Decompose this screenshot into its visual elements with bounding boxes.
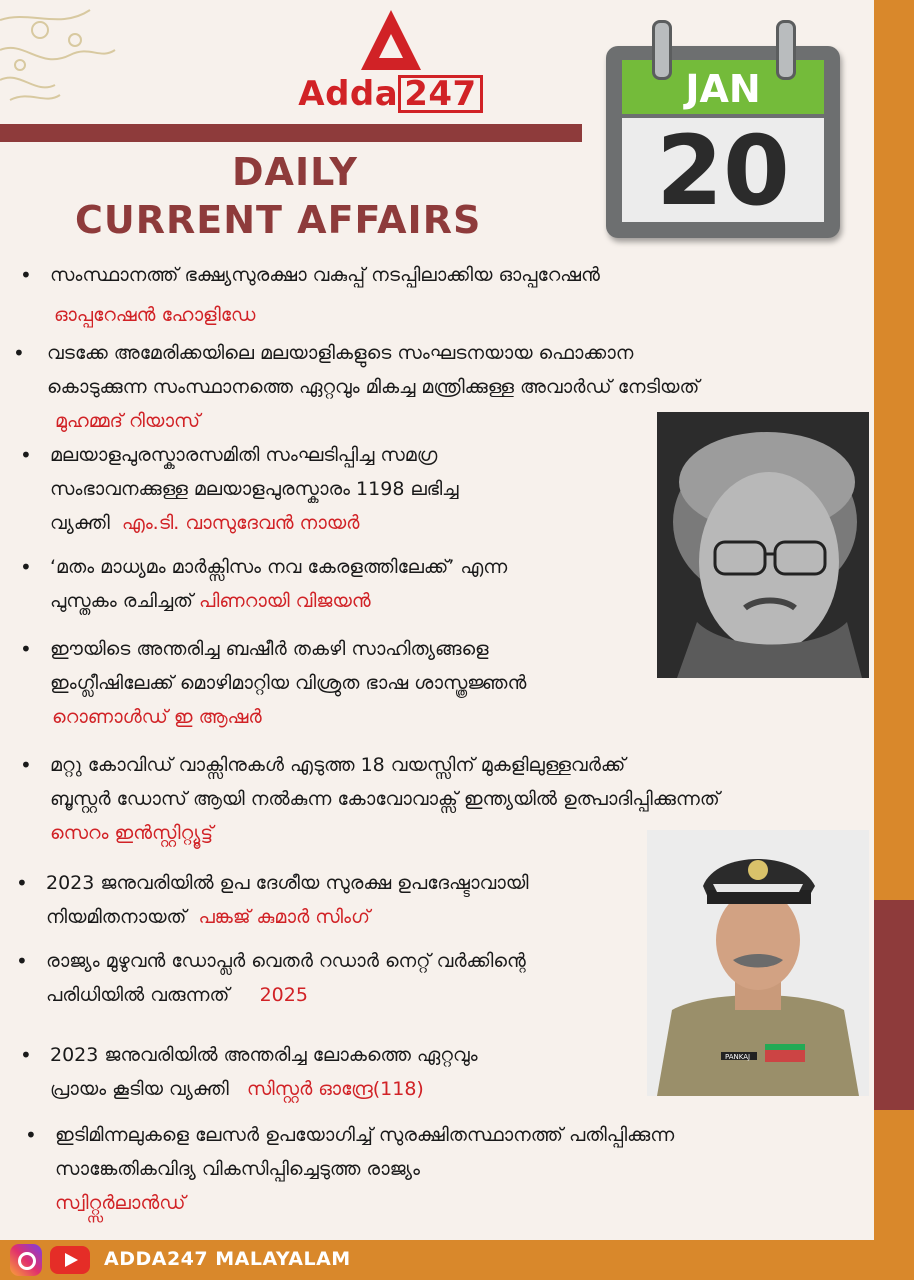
bullet-icon: • <box>20 555 32 579</box>
bullet-icon: • <box>25 1123 37 1147</box>
answer-text: മുഹമ്മദ് റിയാസ് <box>55 410 201 432</box>
question-line <box>50 584 650 618</box>
bullet-icon: • <box>16 949 28 973</box>
footer-channel-name: ADDA247 MALAYALAM <box>104 1248 351 1270</box>
officer-name-badge: PANKAJ <box>725 1053 751 1061</box>
answer-text: റൊണാൾഡ് ഇ ആഷർ <box>52 706 262 728</box>
bullet-icon: • <box>20 637 32 661</box>
calendar-ring-right <box>776 20 796 80</box>
answer-text: സിസ്റ്റർ ഓന്ദ്രേ(118) <box>246 1078 424 1100</box>
instagram-icon[interactable] <box>10 1244 42 1276</box>
question-line: ഇംഗ്ലീഷിലേക്ക് മൊഴിമാറ്റിയ വിശ്രുത ഭാഷ ശാസ്ത്രജ്ഞൻ <box>50 672 527 694</box>
logo-triangle-icon <box>359 8 423 72</box>
calendar-month: JAN <box>622 60 824 114</box>
footer-bar <box>0 1240 914 1280</box>
list-item <box>20 1038 650 1106</box>
photo-mt-vasudevan-nair <box>657 412 869 678</box>
bullet-icon: • <box>20 443 32 467</box>
question-line <box>50 506 650 540</box>
bullet-icon: • <box>20 1043 32 1067</box>
calendar-ring-left <box>652 20 672 80</box>
bullet-icon: • <box>20 263 32 287</box>
adda247-logo <box>288 8 493 116</box>
question-line: സാങ്കേതികവിദ്യ വികസിപ്പിച്ചെടുത്ത രാജ്യം <box>55 1158 420 1180</box>
answer-text: സെറം ഇൻസ്റ്റിറ്റ്യൂട്ട് <box>50 822 214 844</box>
bullet-icon: • <box>13 341 25 365</box>
youtube-icon[interactable] <box>50 1246 90 1274</box>
calendar-icon <box>606 20 846 242</box>
question-line: 2023 ജനുവരിയിൽ അന്തരിച്ച ലോകത്തെ ഏറ്റവും <box>50 1044 478 1066</box>
question-fragment: പ്രായം കൂടിയ വ്യക്തി <box>50 1078 229 1100</box>
question-fragment: പരിധിയിൽ വരുന്നത് <box>46 984 230 1006</box>
logo-text-247: 247 <box>398 75 482 113</box>
answer-text: പങ്കജ് കുമാർ സിംഗ് <box>198 906 370 928</box>
answer-text: സ്വിറ്റ്സർലാൻഡ് <box>55 1192 186 1214</box>
list-item <box>20 258 670 332</box>
question-line: സംഭാവനക്കുള്ള മലയാളപുരസ്കാരം 1198 ലഭിച്ച <box>50 478 459 500</box>
header-divider-bar <box>0 124 582 142</box>
question-line <box>50 1072 650 1106</box>
question-fragment: വ്യക്തി <box>50 512 110 534</box>
list-item <box>20 748 870 850</box>
question-line: രാജ്യം മുഴുവൻ ഡോപ്ലർ വെതർ റഡാർ നെറ്റ് വർക്കിന്റെ <box>46 950 526 972</box>
calendar-body <box>606 46 840 238</box>
question-line: ബൂസ്റ്റർ ഡോസ് ആയി നൽകുന്ന കോവോവാക്സ് ഇന്ത്യയിൽ ഉത്പാദിപ്പിക്കുന്നത് <box>50 788 720 810</box>
question-line: ഈയിടെ അന്തരിച്ച ബഷീർ തകഴി സാഹിത്യങ്ങളെ <box>50 638 489 660</box>
bullet-icon: • <box>20 753 32 777</box>
question-fragment: നിയമിതനായത് <box>46 906 187 928</box>
question-line <box>46 900 646 934</box>
list-item <box>16 944 646 1012</box>
list-item <box>20 632 650 734</box>
question-line: കൊടുക്കുന്ന സംസ്ഥാനത്തെ ഏറ്റവും മികച്ച മന്ത്രിക്കുള്ള അവാർഡ് നേടിയത് <box>47 376 700 398</box>
question-line: 2023 ജനുവരിയിൽ ഉപ ദേശീയ സുരക്ഷ ഉപദേഷ്ടാവായി <box>46 872 529 894</box>
list-item <box>25 1118 865 1220</box>
question-line: സംസ്ഥാനത്ത് ഭക്ഷ്യസുരക്ഷാ വകുപ്പ് നടപ്പിലാക്കിയ ഓപ്പറേഷൻ <box>50 264 600 286</box>
question-line: മലയാളപുരസ്കാരസമിതി സംഘടിപ്പിച്ച സമഗ്ര <box>50 444 438 466</box>
page-title-line1: DAILY <box>232 150 358 194</box>
photo-police-officer <box>647 830 869 1096</box>
question-line <box>46 978 646 1012</box>
list-item <box>20 438 650 540</box>
list-item <box>16 866 646 934</box>
list-item <box>13 336 867 438</box>
bullet-icon: • <box>16 871 28 895</box>
calendar-day: 20 <box>622 118 824 222</box>
answer-text: 2025 <box>259 984 308 1006</box>
question-line: ഇടിമിന്നലുകളെ ലേസർ ഉപയോഗിച്ച് സുരക്ഷിതസ്ഥാനത്ത് പതിപ്പിക്കുന്ന <box>55 1124 675 1146</box>
question-line: വടക്കേ അമേരിക്കയിലെ മലയാളികളുടെ സംഘടനയായ ഫൊക്കാന <box>47 342 634 364</box>
question-fragment: പുസ്തകം രചിച്ചത് <box>50 590 193 612</box>
right-side-stripe <box>874 0 914 1240</box>
answer-text: പിണറായി വിജയൻ <box>199 590 371 612</box>
page-title-line2: CURRENT AFFAIRS <box>75 198 482 242</box>
answer-text: എം.ടി. വാസുദേവൻ നായർ <box>121 512 360 534</box>
question-line: ‘മതം മാധ്യമം മാർക്സിസം നവ കേരളത്തിലേക്ക്’ എന്ന <box>50 556 508 578</box>
logo-wordmark <box>288 74 493 114</box>
answer-text: ഓപ്പറേഷൻ ഹോളിഡേ <box>54 304 256 326</box>
question-line: മറ്റു കോവിഡ് വാക്സിനുകൾ എടുത്ത 18 വയസ്സിന് മുകളിലുള്ളവർക്ക് <box>50 754 626 776</box>
list-item <box>20 550 650 618</box>
right-stripe-maroon-band <box>874 900 914 1110</box>
corner-ornament <box>0 0 120 110</box>
logo-text-adda: Adda <box>298 74 399 114</box>
